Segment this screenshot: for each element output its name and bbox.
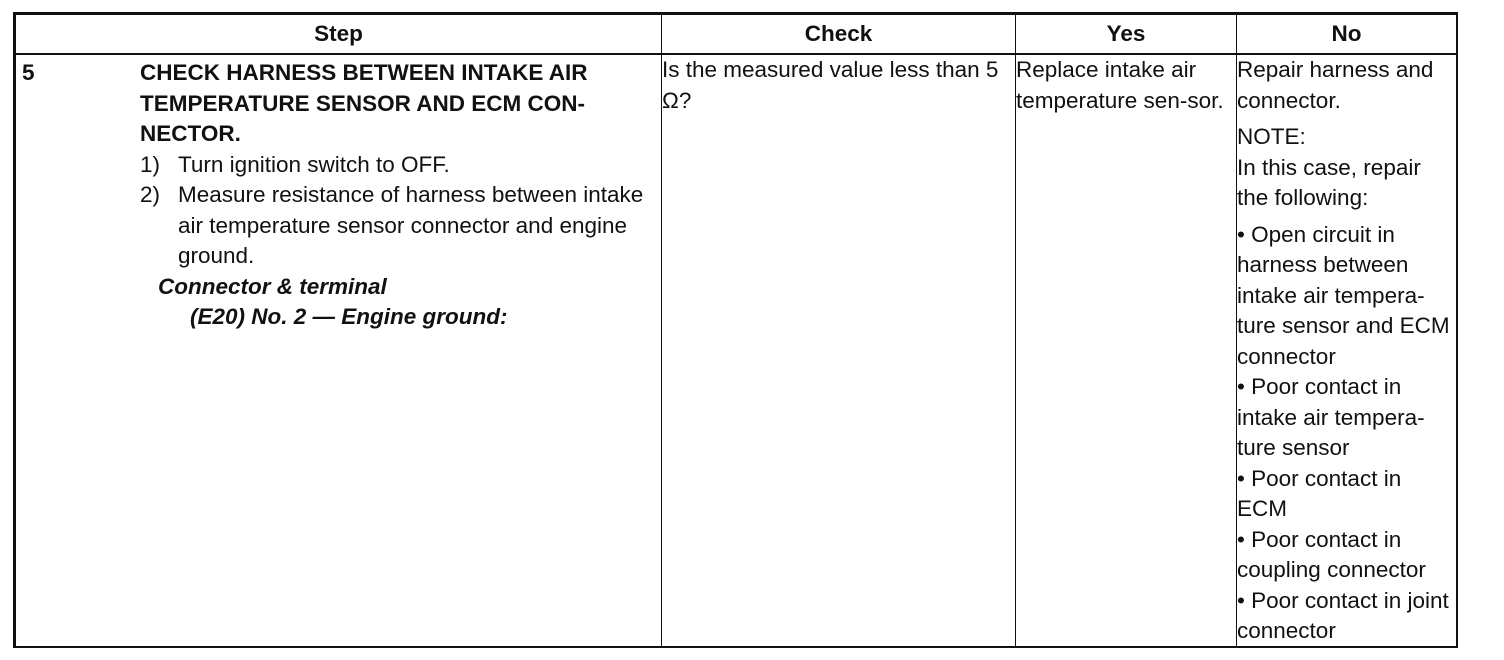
cause-item: • Poor contact in joint connector xyxy=(1237,587,1449,643)
header-yes: Yes xyxy=(1016,15,1237,55)
check-text: Is the measured value less than 5 Ω? xyxy=(662,57,999,113)
procedure-item xyxy=(140,180,653,272)
cause-item: • Poor contact in ECM xyxy=(1237,465,1402,521)
check-cell xyxy=(662,54,1016,647)
no-action: Repair harness and connector. xyxy=(1237,57,1434,113)
procedure-text: Turn ignition switch to OFF. xyxy=(178,151,450,177)
procedure-number: 2) xyxy=(140,182,161,207)
spec-label: Connector & terminal xyxy=(158,273,387,299)
diagnostic-table xyxy=(15,14,1457,648)
procedure-number: 1) xyxy=(140,151,161,177)
cause-item: • Poor contact in coupling connector xyxy=(1237,526,1426,582)
step-number: 5 xyxy=(22,60,35,85)
cause-item: • Poor contact in intake air tempera-ture sensor xyxy=(1237,374,1425,460)
table-row xyxy=(16,54,1457,647)
no-cell xyxy=(1237,54,1457,647)
note-intro: In this case, repair the following: xyxy=(1237,154,1421,210)
header-check: Check xyxy=(662,15,1016,55)
header-row xyxy=(16,15,1457,55)
diagnostic-table-frame xyxy=(13,12,1458,648)
cause-item: • Open circuit in harness between intake air tempera-ture sensor and ECM connector xyxy=(1237,221,1450,369)
step-body xyxy=(140,55,661,333)
spec-value: (E20) No. 2 — Engine ground: xyxy=(190,304,508,329)
yes-text: Replace intake air temperature sen-sor. xyxy=(1016,57,1224,113)
procedure-item xyxy=(140,150,653,181)
step-cell xyxy=(16,54,662,647)
header-step: Step xyxy=(16,15,662,55)
yes-cell xyxy=(1016,54,1237,647)
note-title: NOTE: xyxy=(1237,124,1306,149)
step-title: CHECK HARNESS BETWEEN INTAKE AIR TEMPERATURE SENSOR AND ECM CON-NECTOR. xyxy=(140,60,588,146)
procedure-list xyxy=(140,150,653,272)
procedure-text: Measure resistance of harness between intake air temperature sensor connector and engine ground. xyxy=(178,182,644,268)
header-no: No xyxy=(1237,15,1457,55)
